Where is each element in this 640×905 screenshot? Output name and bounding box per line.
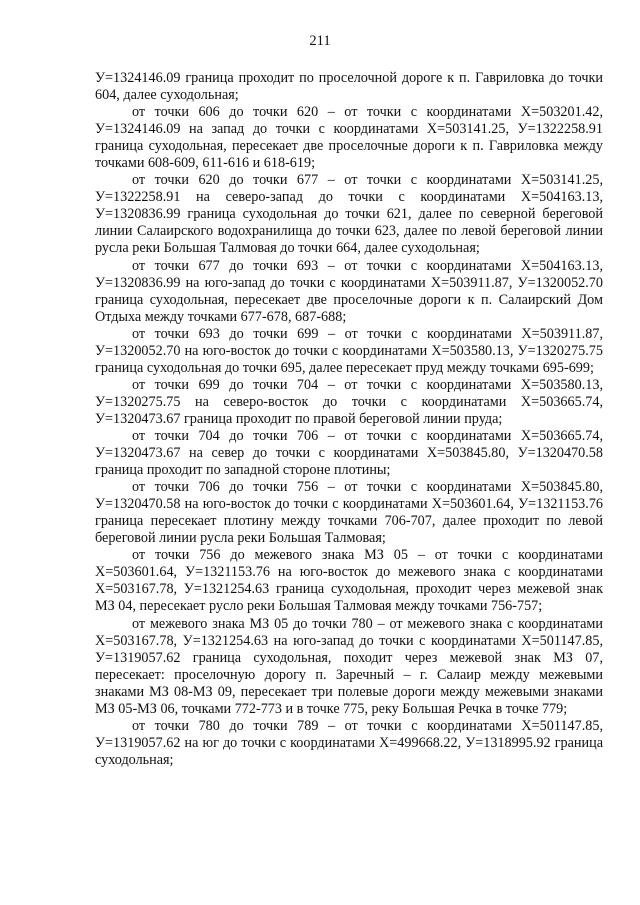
paragraph: от межевого знака МЗ 05 до точки 780 – от межевого знака с координатами Х=503167.78, У=1321254.63 на юго-запад до точки с координатами Х=501147.85, У=1319057.62 граница суходольная, походит через межевой знак МЗ 07, пересекает: проселочную дорогу п. Заречный – г. Салаир между межевыми знаками МЗ 08-МЗ 09, пересекает три полевые дороги между межевыми знаками МЗ 05-МЗ 06, точками 772-773 и в точке 775, реку Большая Речка в точке 779;	[95, 615, 603, 717]
paragraph: от точки 756 до межевого знака МЗ 05 – от точки с координатами Х=503601.64, У=1321153.76 на юго-восток до межевого знака с координатами Х=503167.78, У=1321254.63 граница суходольная, проходит через межевой знак МЗ 04, пересекает русло реки Большая Талмовая между точками 756-757;	[95, 547, 603, 615]
page-number: 211	[309, 33, 331, 49]
paragraph: от точки 620 до точки 677 – от точки с координатами Х=503141.25, У=1322258.91 на северо-запад до точки с координатами Х=504163.13, У=1320836.99 граница суходольная до точки 621, далее по северной береговой линии Салаирского водохранилища до точки 623, далее по левой береговой линии русла реки Большая Талмовая до точки 664, далее суходольная;	[95, 172, 603, 257]
paragraph: У=1324146.09 граница проходит по проселочной дороге к п. Гавриловка до точки 604, далее суходольная;	[95, 70, 603, 104]
paragraph: от точки 606 до точки 620 – от точки с координатами Х=503201.42, У=1324146.09 на запад до точки с координатами Х=503141.25, У=1322258.91 граница суходольная, пересекает две проселочные дороги к п. Гавриловка между точками 608-609, 611-616 и 618-619;	[95, 104, 603, 172]
paragraph: от точки 699 до точки 704 – от точки с координатами Х=503580.13, У=1320275.75 на северо-восток до точки с координатами Х=503665.74, У=1320473.67 граница проходит по правой береговой линии пруда;	[95, 376, 603, 427]
document-body	[95, 70, 603, 769]
paragraph: от точки 706 до точки 756 – от точки с координатами Х=503845.80, У=1320470.58 на юго-восток до точки с координатами Х=503601.64, У=1321153.76 граница пересекает плотину между точками 706-707, далее проходит по левой береговой линии русла реки Большая Талмовая;	[95, 479, 603, 547]
paragraph: от точки 780 до точки 789 – от точки с координатами Х=501147.85, У=1319057.62 на юг до точки с координатами Х=499668.22, У=1318995.92 граница суходольная;	[95, 717, 603, 768]
paragraph: от точки 693 до точки 699 – от точки с координатами Х=503911.87, У=1320052.70 на юго-восток до точки с координатами Х=503580.13, У=1320275.75 граница суходольная до точки 695, далее пересекает пруд между точками 695-699;	[95, 325, 603, 376]
paragraph: от точки 704 до точки 706 – от точки с координатами Х=503665.74, У=1320473.67 на север до точки с координатами Х=503845.80, У=1320470.58 граница проходит по западной стороне плотины;	[95, 427, 603, 479]
paragraph: от точки 677 до точки 693 – от точки с координатами Х=504163.13, У=1320836.99 на юго-запад до точки с координатами Х=503911.87, У=1320052.70 граница суходольная, пересекает две проселочные дороги к п. Салаирский Дом Отдыха между точками 677-678, 687-688;	[95, 257, 603, 325]
